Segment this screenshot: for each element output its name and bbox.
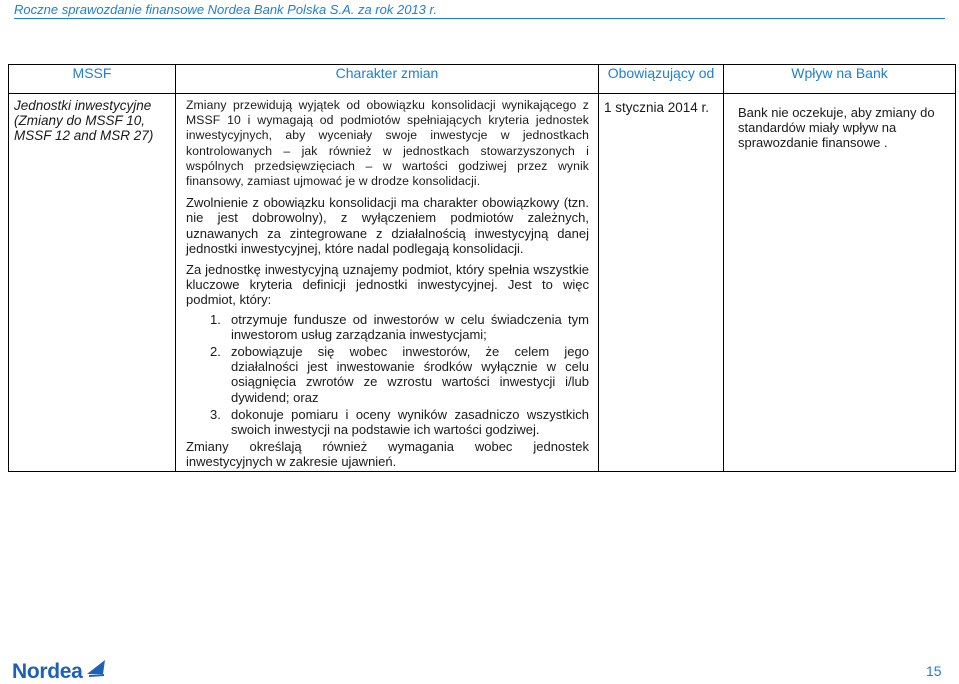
list-item-text: otrzymuje fundusze od inwestorów w celu świadczenia tym inwestorom usług zarządzania inwestycjami; xyxy=(231,311,589,342)
table-header-row xyxy=(9,65,956,94)
header-mssf: MSSF xyxy=(9,65,176,94)
description-paragraph-2: Zwolnienie z obowiązku konsolidacji ma charakter obowiązkowy (tzn. nie jest dobrowolny), z wyłączeniem podmiotów zależnych, uznawanych za zintegrowane z działalnością inwestycyjną danej jednostki inwestycyjnej, które nadal podlegają konsolidacji. xyxy=(186,195,589,256)
sail-icon xyxy=(85,658,107,678)
header-wplyw-na-bank: Wpływ na Bank xyxy=(724,65,956,94)
list-item-number: 2. xyxy=(210,344,221,360)
list-item-text: dokonuje pomiaru i oceny wyników zasadniczo wszystkich swoich inwestycji na podstawie ich wartości godziwej. xyxy=(231,406,589,438)
list-item-number: 3. xyxy=(210,406,221,422)
list-item-text: zobowiązuje się wobec inwestorów, że celem jego działalności jest inwestowanie środków wyłącznie w celu osiągnięcia zwrotów ze wzrostu wartości inwestycji i/lub dywidend; oraz xyxy=(231,344,589,405)
list-item-number: 1. xyxy=(210,311,221,327)
header-obowiazujacy-od: Obowiązujący od xyxy=(599,65,724,94)
table-row xyxy=(9,94,956,472)
logo-text: Nordea xyxy=(12,660,83,683)
header-charakter-zmian: Charakter zmian xyxy=(176,65,599,94)
description-paragraph-3: Za jednostkę inwestycyjną uznajemy podmiot, który spełnia wszystkie kluczowe kryteria definicji jednostki inwestycyjnej. Jest to więc podmiot, który: xyxy=(186,262,589,308)
document-header-title: Roczne sprawozdanie finansowe Nordea Bank Polska S.A. za rok 2013 r. xyxy=(14,2,437,17)
impact-cell: Bank nie oczekuje, aby zmiany do standardów miały wpływ na sprawozdanie finansowe . xyxy=(724,94,956,472)
description-paragraph-1: Zmiany przewidują wyjątek od obowiązku konsolidacji wynikającego z MSSF 10 i wymagają od podmiotów spełniających kryteria jednostek inwestycyjnych, aby wyceniały swoje inwestycje w jednostkach kontrolowanych – jak również w jednostkach stowarzyszonych i wspólnych przedsięwzięciach – w wartości godziwej przez wynik finansowy, zamiast ujmować je w drodze konsolidacji. xyxy=(186,98,589,189)
changes-description-cell xyxy=(176,94,599,472)
description-paragraph-4: Zmiany określają również wymagania wobec jednostek inwestycyjnych w zakresie ujawnień. xyxy=(186,439,589,470)
criteria-list xyxy=(186,312,589,438)
list-item xyxy=(186,312,589,342)
standards-table xyxy=(8,64,956,472)
standard-name-cell: Jednostki inwestycyjne (Zmiany do MSSF 10, MSSF 12 and MSR 27) xyxy=(9,94,176,472)
page-number: 15 xyxy=(926,663,942,679)
header-divider xyxy=(14,18,945,19)
effective-date-cell: 1 stycznia 2014 r. xyxy=(599,94,724,472)
nordea-logo xyxy=(12,660,107,684)
list-item xyxy=(186,344,589,405)
list-item xyxy=(186,407,589,437)
